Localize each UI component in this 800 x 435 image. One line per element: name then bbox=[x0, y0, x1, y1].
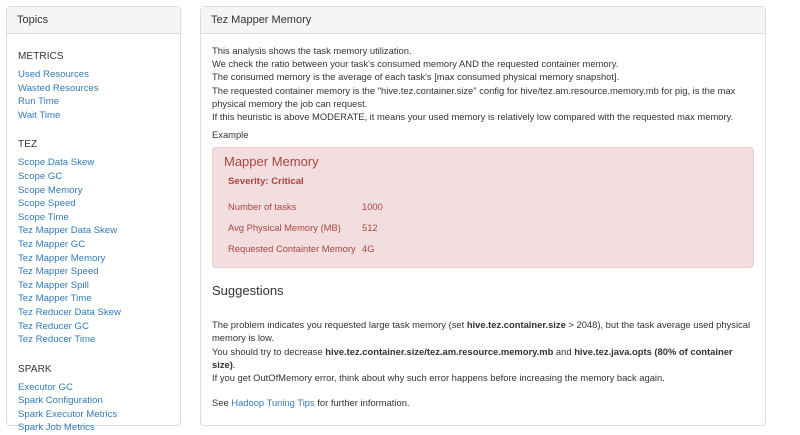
metric-label: Avg Physical Memory (MB) bbox=[228, 222, 341, 234]
topic-link-tez-mapper-speed[interactable]: Tez Mapper Speed bbox=[18, 266, 99, 278]
topic-link-spark-job-metrics[interactable]: Spark Job Metrics bbox=[18, 422, 95, 434]
metric-row bbox=[228, 196, 742, 217]
metric-value: 512 bbox=[362, 222, 378, 234]
see-more-text: for further information. bbox=[314, 397, 410, 409]
description-line: The requested container memory is the "hive.tez.container.size" config for hive/tez.am.resource.memory.mb for pig, is the max physical memory the job can request. bbox=[212, 84, 736, 109]
suggestion-text: . bbox=[232, 358, 236, 370]
topic-link-tez-mapper-memory[interactable]: Tez Mapper Memory bbox=[18, 252, 106, 264]
topic-link-tez-mapper-time[interactable]: Tez Mapper Time bbox=[18, 293, 92, 305]
hadoop-tuning-tips-link[interactable]: Hadoop Tuning Tips bbox=[231, 397, 315, 409]
alert-title: Mapper Memory bbox=[224, 154, 319, 170]
suggestion-line bbox=[212, 318, 754, 344]
topic-link-used-resources[interactable]: Used Resources bbox=[18, 69, 89, 80]
metric-label: Number of tasks bbox=[228, 201, 297, 213]
topic-link-tez-reducer-time[interactable]: Tez Reducer Time bbox=[18, 334, 96, 346]
see-more-text: See bbox=[212, 397, 232, 409]
topic-group-title: SPARK bbox=[18, 363, 52, 375]
topic-link-run-time[interactable]: Run Time bbox=[18, 96, 60, 108]
topic-link-scope-time[interactable]: Scope Time bbox=[18, 211, 69, 223]
config-key: hive.tez.container.size/tez.am.resource.memory.mb bbox=[325, 345, 554, 357]
metric-value: 1000 bbox=[362, 201, 383, 213]
topic-link-tez-mapper-gc[interactable]: Tez Mapper GC bbox=[18, 238, 86, 250]
suggestion-line: If you get OutOfMemory error, think about why such error happens before increasing the memory back again. bbox=[212, 372, 665, 384]
topics-heading: Topics bbox=[7, 7, 180, 34]
topic-group-tez bbox=[7, 139, 180, 346]
description-line: The consumed memory is the average of each task's [max consumed physical memory snapshot]. bbox=[212, 71, 620, 83]
suggestion-line bbox=[212, 345, 754, 371]
description-line: If this heuristic is above MODERATE, it means your used memory is relatively low compared with the requested max memory. bbox=[212, 111, 734, 123]
severity-label: Severity: Critical bbox=[228, 176, 304, 188]
topic-link-spark-executor-metrics[interactable]: Spark Executor Metrics bbox=[18, 408, 118, 420]
suggestion-text: You should try to decrease bbox=[212, 345, 326, 357]
heuristic-body bbox=[201, 34, 765, 418]
topic-link-scope-data-skew[interactable]: Scope Data Skew bbox=[18, 157, 95, 169]
suggestions-text bbox=[212, 318, 754, 384]
description-line: This analysis shows the task memory utilization. bbox=[212, 45, 412, 56]
topic-link-scope-memory[interactable]: Scope Memory bbox=[18, 184, 83, 196]
topic-link-tez-reducer-gc[interactable]: Tez Reducer GC bbox=[18, 320, 89, 332]
metric-label: Requested Containter Memory bbox=[228, 243, 356, 255]
topic-link-wait-time[interactable]: Wait Time bbox=[18, 109, 61, 121]
alert-content bbox=[224, 176, 742, 259]
metric-row bbox=[228, 217, 742, 238]
suggestion-text: The problem indicates you requested large task memory (set bbox=[212, 319, 467, 331]
topic-link-tez-reducer-data-skew[interactable]: Tez Reducer Data Skew bbox=[18, 306, 121, 318]
topic-link-spark-configuration[interactable]: Spark Configuration bbox=[18, 395, 103, 407]
topics-panel bbox=[6, 6, 181, 434]
config-key: hive.tez.java.opts (80% of container size) bbox=[212, 345, 733, 370]
topic-group-metrics bbox=[7, 51, 180, 122]
config-key: hive.tez.container.size bbox=[466, 319, 566, 331]
see-more bbox=[212, 397, 754, 408]
heuristic-title: Tez Mapper Memory bbox=[201, 7, 765, 34]
topic-link-executor-gc[interactable]: Executor GC bbox=[18, 381, 73, 393]
topic-group-title: METRICS bbox=[18, 51, 64, 62]
suggestions-heading: Suggestions bbox=[212, 283, 284, 299]
example-label: Example bbox=[212, 129, 249, 141]
topic-groups bbox=[7, 51, 180, 435]
topic-group-spark bbox=[7, 364, 180, 435]
topic-link-tez-mapper-spill[interactable]: Tez Mapper Spill bbox=[18, 279, 89, 291]
topic-group-title: TEZ bbox=[18, 139, 38, 151]
topic-link-scope-speed[interactable]: Scope Speed bbox=[18, 198, 76, 210]
metric-row bbox=[228, 238, 742, 259]
suggestion-text: and bbox=[553, 345, 575, 357]
suggestion-text: > 2048), but the task average used physical memory is low. bbox=[212, 319, 751, 344]
heuristic-panel bbox=[200, 6, 766, 426]
topic-link-tez-mapper-data-skew[interactable]: Tez Mapper Data Skew bbox=[18, 225, 118, 237]
metric-value: 4G bbox=[362, 243, 375, 255]
topic-link-scope-gc[interactable]: Scope GC bbox=[18, 170, 63, 182]
description bbox=[212, 44, 754, 123]
topic-link-wasted-resources[interactable]: Wasted Resources bbox=[18, 82, 99, 94]
example-alert bbox=[212, 147, 754, 268]
description-line: We check the ratio between your task's consumed memory AND the requested container memory. bbox=[212, 58, 619, 70]
